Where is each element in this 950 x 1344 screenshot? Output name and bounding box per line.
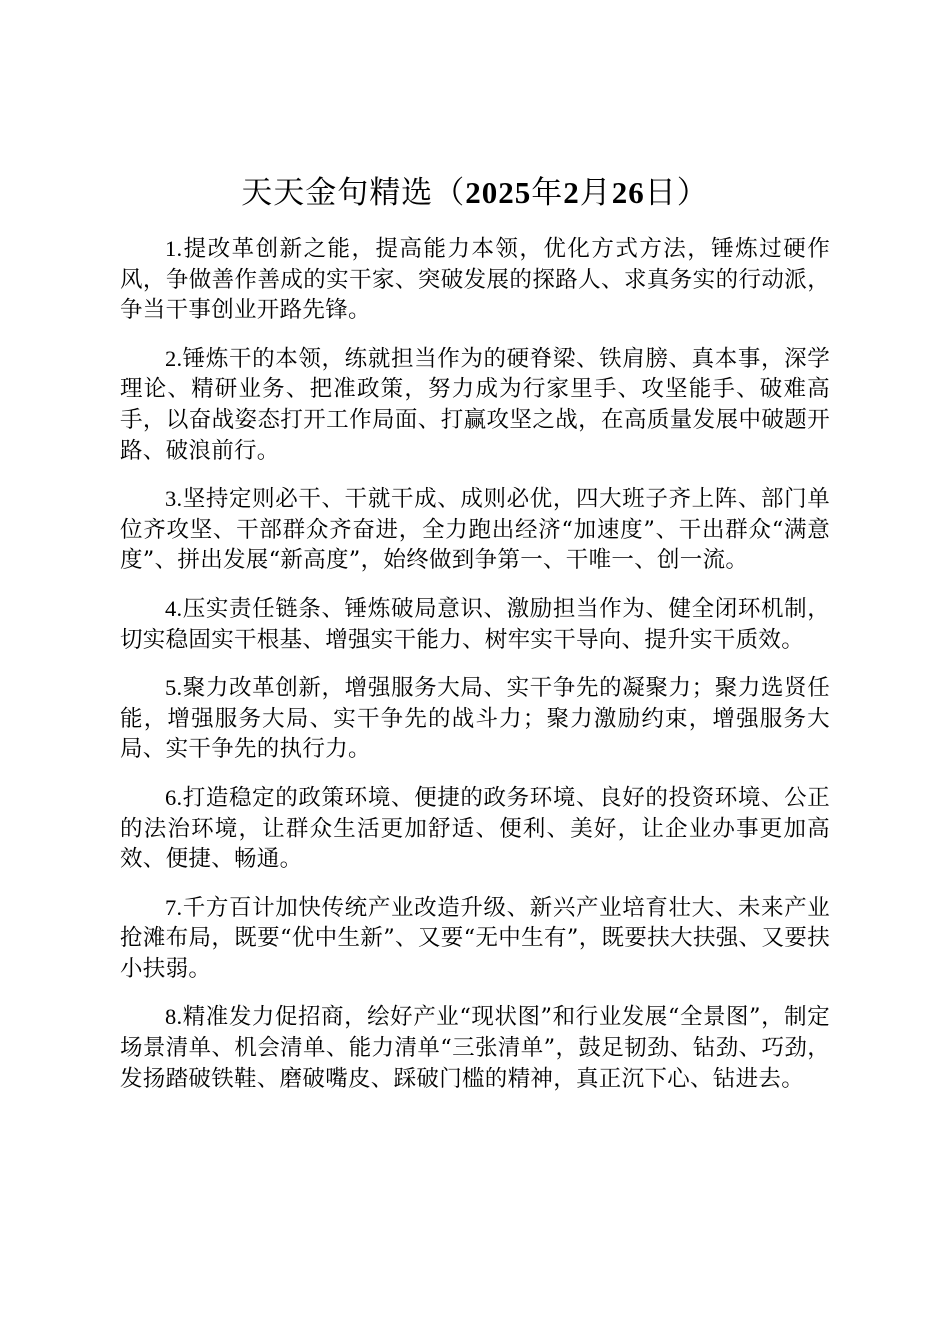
quote-item-3	[120, 484, 830, 576]
title-day: 26	[611, 175, 645, 210]
quote-number: 7.	[165, 894, 183, 920]
quote-item-6	[120, 783, 830, 875]
quote-item-7	[120, 893, 830, 985]
document-title	[120, 170, 830, 216]
title-month-suffix: 月	[579, 175, 612, 211]
quote-number: 8.	[165, 1004, 183, 1030]
quote-text: 千方百计加快传统产业改造升级、新兴产业培育壮大、未来产业抢滩布局，既要“优中生新”、又要“无中生有”，既要扶大扶强、又要扶小扶弱。	[120, 894, 830, 982]
title-year-suffix: 年	[531, 175, 564, 211]
quote-text: 打造稳定的政策环境、便捷的政务环境、良好的投资环境、公正的法治环境，让群众生活更加舒适、便利、美好，让企业办事更加高效、便捷、畅通。	[120, 784, 830, 873]
title-day-suffix: 日）	[644, 175, 709, 211]
quote-number: 1.	[165, 236, 183, 261]
quote-list	[120, 234, 830, 1094]
quote-item-8	[120, 1002, 830, 1094]
quote-item-1	[120, 234, 830, 326]
quote-number: 6.	[165, 784, 183, 810]
quote-text: 压实责任链条、锤炼破局意识、激励担当作为、健全闭环机制，切实稳固实干根基、增强实干能力、树牢实干导向、提升实干质效。	[120, 595, 830, 653]
title-month: 2	[563, 175, 580, 210]
quote-item-2	[120, 344, 830, 466]
quote-text: 坚持定则必干、干就干成、成则必优，四大班子齐上阵、部门单位齐攻坚、干部群众齐奋进，全力跑出经济“加速度”、干出群众“满意度”、拼出发展“新高度”，始终做到争第一、干唯一、创一流。	[120, 486, 830, 574]
quote-item-4	[120, 594, 830, 655]
title-prefix: 天天金句精选（	[241, 175, 466, 211]
quote-text: 聚力改革创新，增强服务大局、实干争先的凝聚力；聚力选贤任能，增强服务大局、实干争先的战斗力；聚力激励约束，增强服务大局、实干争先的执行力。	[120, 675, 830, 763]
quote-text: 锤炼干的本领，练就担当作为的硬脊梁、铁肩膀、真本事，深学理论、精研业务、把准政策，努力成为行家里手、攻坚能手、破难高手，以奋战姿态打开工作局面、打赢攻坚之战，在高质量发展中破题开路、破浪前行。	[120, 345, 830, 464]
quote-number: 4.	[165, 595, 183, 621]
quote-number: 5.	[165, 675, 183, 701]
quote-item-5	[120, 673, 830, 765]
quote-text: 精准发力促招商，绘好产业“现状图”和行业发展“全景图”，制定场景清单、机会清单、能力清单“三张清单”，鼓足韧劲、钻劲、巧劲，发扬踏破铁鞋、磨破嘴皮、踩破门槛的精神，真正沉下心、钻进去。	[120, 1004, 830, 1092]
title-year: 2025	[465, 175, 532, 210]
quote-number: 3.	[165, 486, 183, 512]
quote-number: 2.	[165, 345, 183, 371]
quote-text: 提改革创新之能，提高能力本领，优化方式方法，锤炼过硬作风，争做善作善成的实干家、突破发展的探路人、求真务实的行动派，争当干事创业开路先锋。	[120, 236, 830, 324]
